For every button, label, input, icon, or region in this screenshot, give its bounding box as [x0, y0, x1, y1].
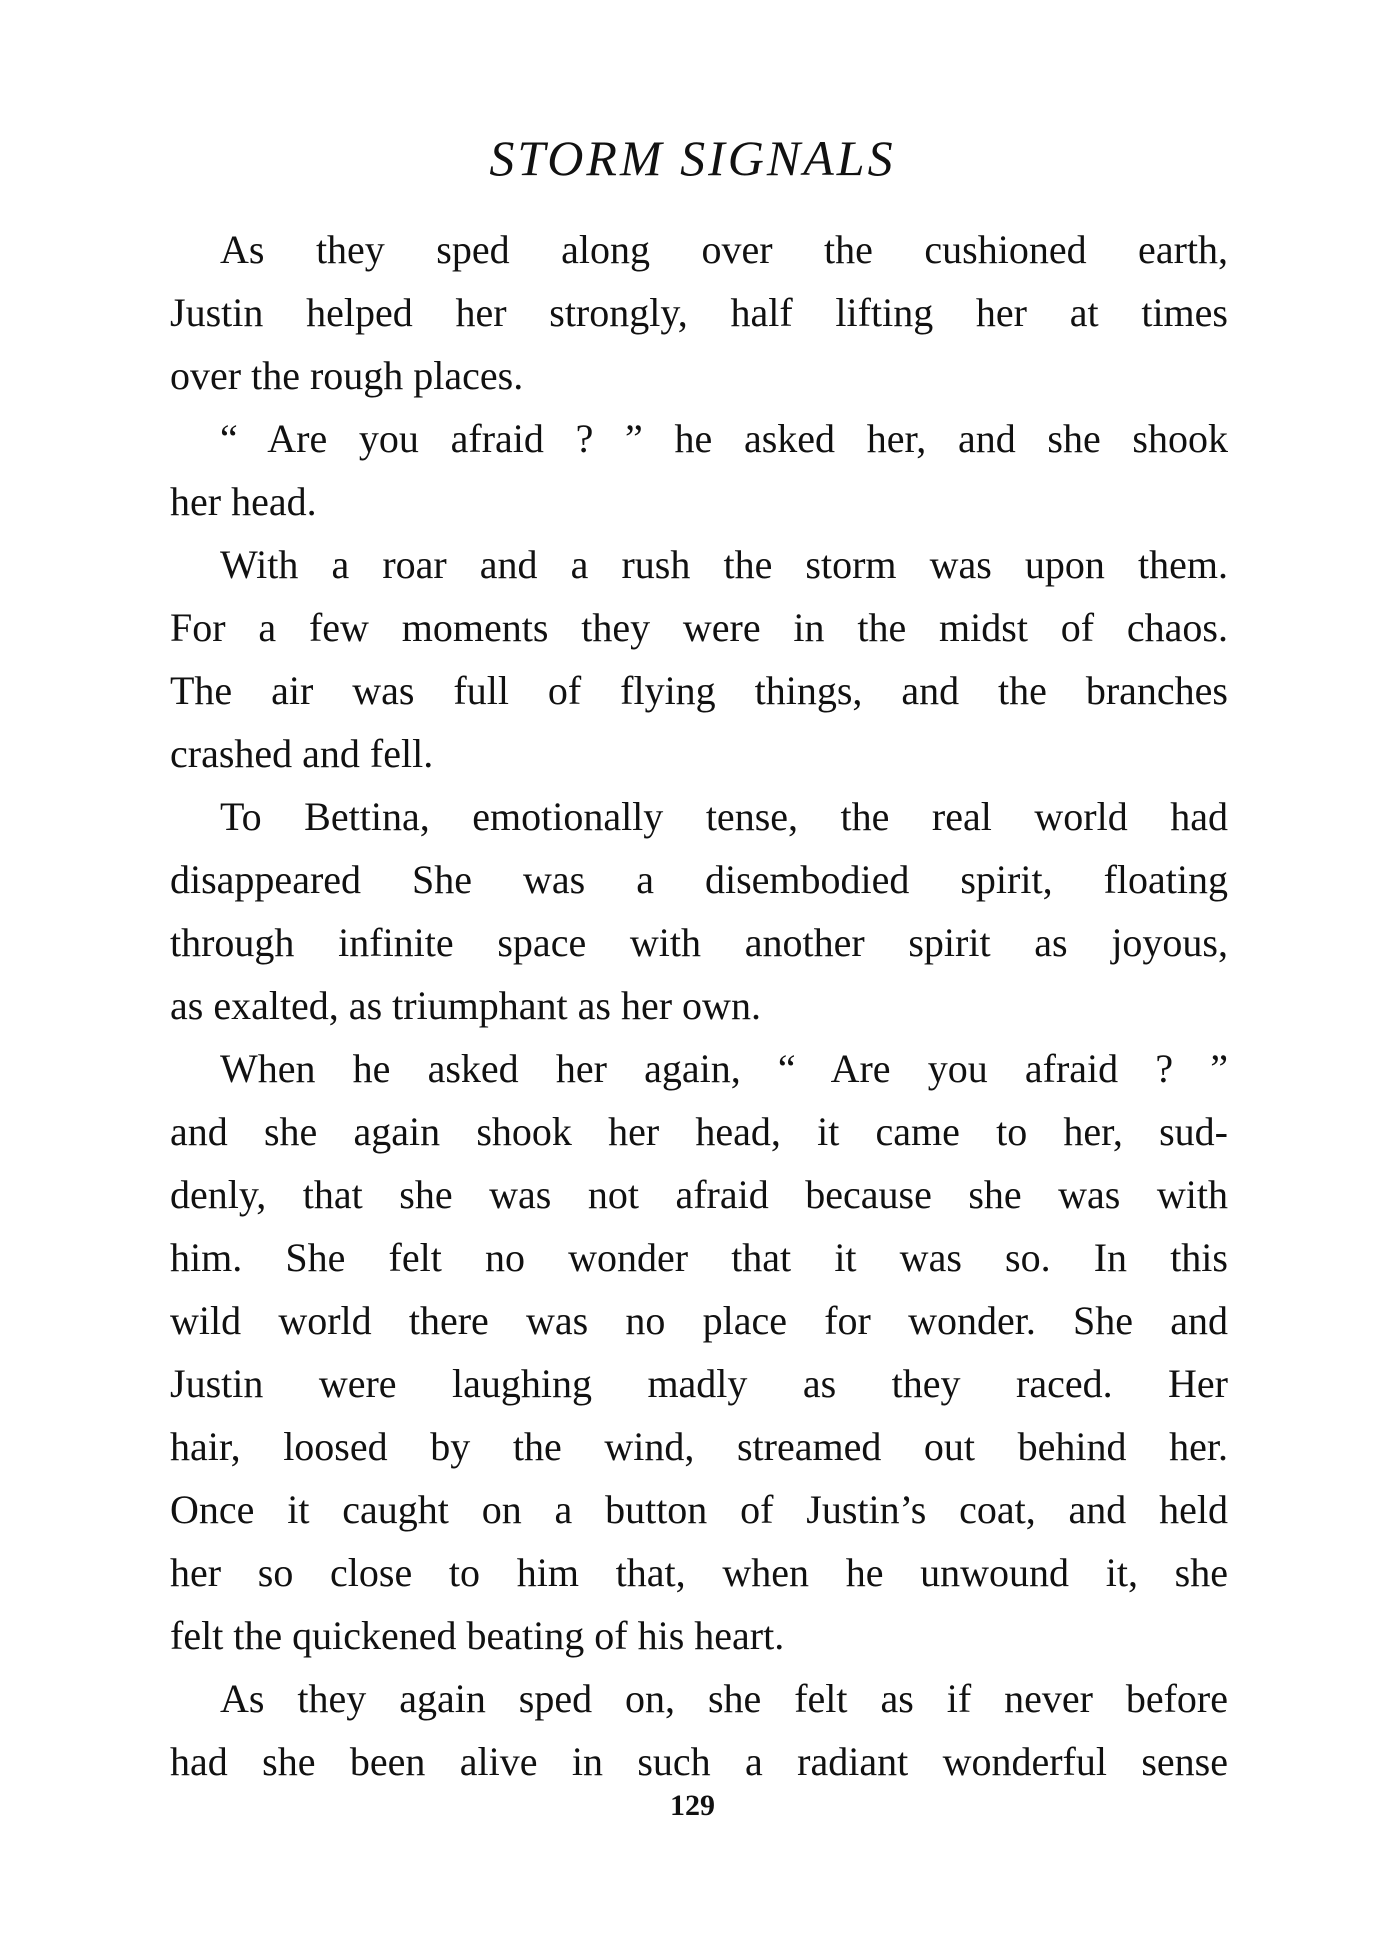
text-line: denly, that she was not afraid because she was with: [170, 1172, 1228, 1217]
text-line: disappeared She was a disembodied spirit, floating: [170, 857, 1228, 902]
text-line: The air was full of flying things, and the branches: [170, 668, 1228, 713]
text-line: When he asked her again, “ Are you afraid ? ”: [220, 1046, 1228, 1091]
text-line: For a few moments they were in the midst of chaos.: [170, 605, 1228, 650]
text-line: Once it caught on a button of Justin’s coat, and held: [170, 1487, 1228, 1532]
text-line: her so close to him that, when he unwound it, she: [170, 1550, 1228, 1595]
text-line: hair, loosed by the wind, streamed out behind her.: [170, 1424, 1228, 1469]
text-line: as exalted, as triumphant as her own.: [170, 983, 761, 1028]
text-line: As they sped along over the cushioned earth,: [220, 227, 1228, 272]
text-line: Justin were laughing madly as they raced. Her: [170, 1361, 1228, 1406]
text-line: As they again sped on, she felt as if never before: [220, 1676, 1228, 1721]
text-line: and she again shook her head, it came to her, sud-: [170, 1109, 1228, 1154]
text-line: crashed and fell.: [170, 731, 434, 776]
text-line: over the rough places.: [170, 353, 524, 398]
text-line: wild world there was no place for wonder. She and: [170, 1298, 1228, 1343]
text-line: had she been alive in such a radiant wonderful sense: [170, 1739, 1228, 1784]
text-line: “ Are you afraid ? ” he asked her, and she shook: [220, 416, 1228, 461]
text-line: With a roar and a rush the storm was upon them.: [220, 542, 1228, 587]
text-line: through infinite space with another spirit as joyous,: [170, 920, 1228, 965]
text-line: her head.: [170, 479, 317, 524]
text-line: Justin helped her strongly, half lifting her at times: [170, 290, 1228, 335]
text-line: felt the quickened beating of his heart.: [170, 1613, 785, 1658]
running-head: STORM SIGNALS: [489, 130, 896, 186]
text-line: him. She felt no wonder that it was so. In this: [170, 1235, 1228, 1280]
page-number: 129: [670, 1789, 715, 1822]
text-line: To Bettina, emotionally tense, the real world had: [220, 794, 1228, 839]
body-text: [170, 218, 1228, 1793]
